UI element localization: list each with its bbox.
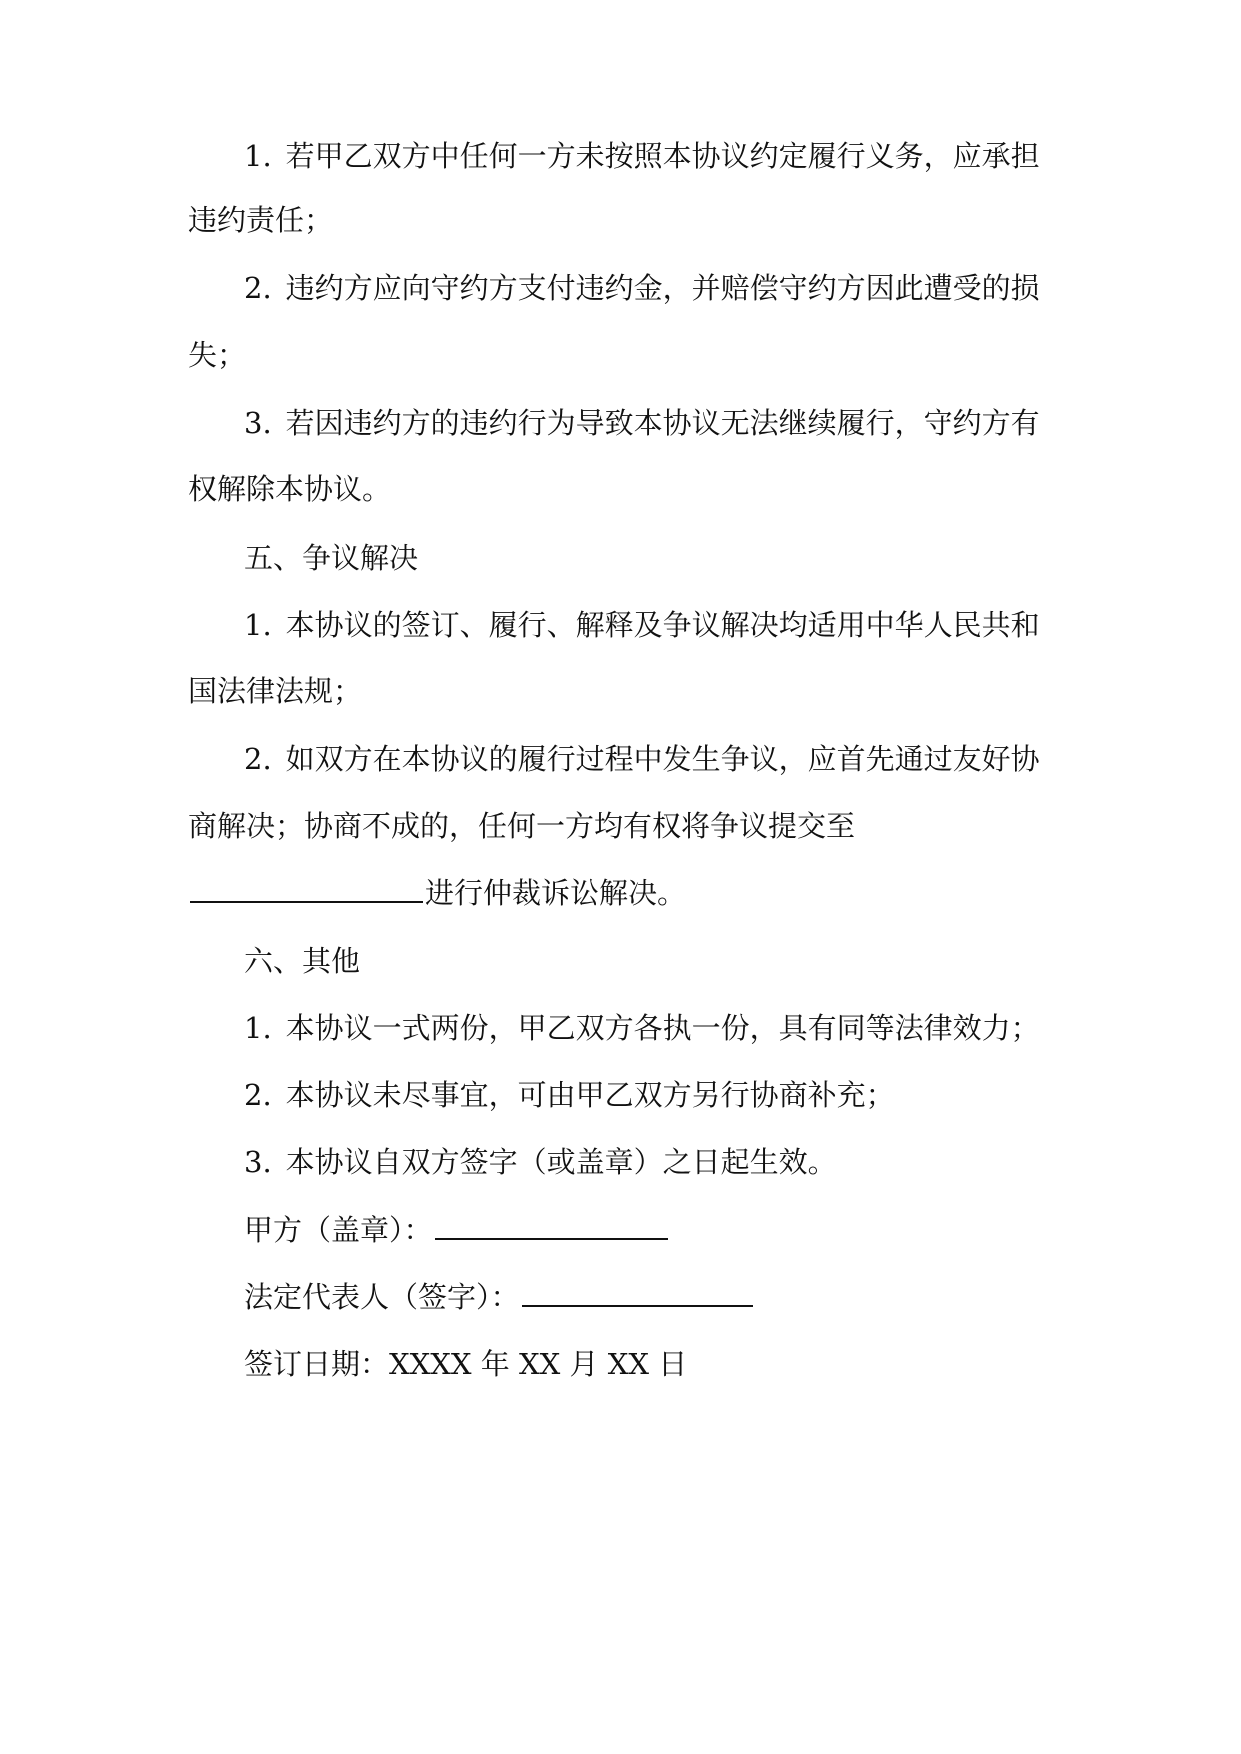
item-number: 2. [244, 742, 272, 776]
other-item-1 [244, 1010, 1040, 1046]
dispute-item-1-continued: 国法律法规； [188, 674, 363, 708]
other-item-3 [244, 1144, 837, 1180]
dispute-item-2-continued-2 [188, 875, 686, 911]
party-a-label: 甲方（盖章）： [244, 1213, 433, 1247]
dispute-item-2 [244, 741, 1040, 777]
dispute-item-1 [244, 607, 1040, 643]
breach-item-3-text: 若因违约方的违约行为导致本协议无法继续履行，守约方有 [285, 406, 1040, 440]
signing-date: 签订日期：XXXX 年 XX 月 XX 日 [244, 1347, 688, 1381]
other-item-1-text: 本协议一式两份，甲乙双方各执一份，具有同等法律效力； [285, 1011, 1040, 1045]
item-number: 1. [244, 608, 272, 642]
item-number: 3. [244, 1145, 272, 1179]
legal-rep-label: 法定代表人（签字）： [244, 1280, 520, 1314]
breach-item-3-continued: 权解除本协议。 [188, 472, 392, 506]
arbitration-body-blank[interactable] [190, 875, 423, 903]
item-number: 3. [244, 406, 272, 440]
dispute-item-1-text: 本协议的签订、履行、解释及争议解决均适用中华人民共和 [285, 608, 1040, 642]
breach-item-1-text: 若甲乙双方中任何一方未按照本协议约定履行义务，应承担 [285, 139, 1040, 173]
breach-item-2-text: 违约方应向守约方支付违约金，并赔偿守约方因此遭受的损 [285, 271, 1040, 305]
breach-item-1-continued: 违约责任； [188, 203, 334, 237]
breach-item-1 [244, 138, 1040, 174]
breach-item-2-continued: 失； [188, 338, 247, 372]
breach-item-2 [244, 270, 1040, 306]
legal-rep-signature-blank[interactable] [522, 1279, 753, 1307]
legal-rep-signature-line [244, 1279, 755, 1315]
dispute-item-2-suffix: 进行仲裁诉讼解决。 [425, 876, 687, 910]
dispute-item-2-text: 如双方在本协议的履行过程中发生争议，应首先通过友好协 [285, 742, 1040, 776]
party-a-signature-line [244, 1212, 670, 1248]
other-heading: 六、其他 [244, 944, 361, 978]
other-item-3-text: 本协议自双方签字（或盖章）之日起生效。 [285, 1145, 837, 1179]
other-item-2 [244, 1077, 895, 1113]
item-number: 1. [244, 1011, 272, 1045]
item-number: 2. [244, 271, 272, 305]
item-number: 1. [244, 139, 272, 173]
breach-item-3 [244, 405, 1040, 441]
other-item-2-text: 本协议未尽事宜，可由甲乙双方另行协商补充； [285, 1078, 895, 1112]
dispute-item-2-continued: 商解决；协商不成的，任何一方均有权将争议提交至 [188, 809, 856, 843]
dispute-heading: 五、争议解决 [244, 541, 419, 575]
party-a-seal-blank[interactable] [435, 1212, 668, 1240]
item-number: 2. [244, 1078, 272, 1112]
